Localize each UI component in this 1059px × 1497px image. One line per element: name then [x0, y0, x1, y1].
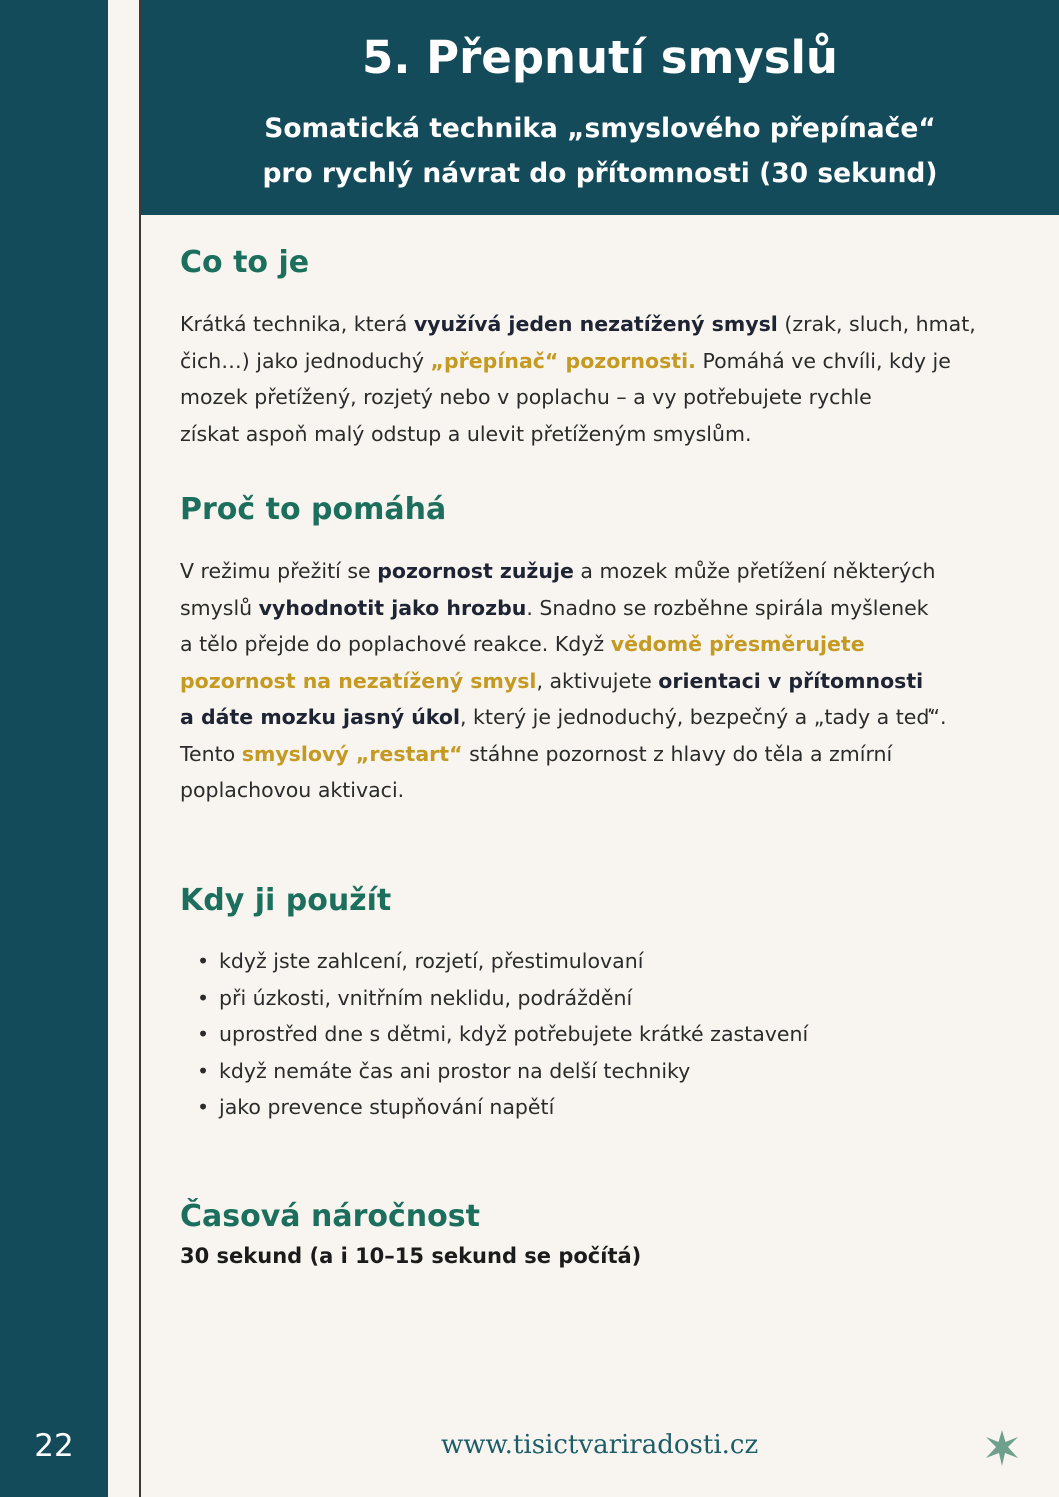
section-heading-why: Proč to pomáhá: [180, 492, 447, 527]
time-value: 30 sekund (a i 10–15 sekund se počítá): [180, 1244, 642, 1268]
subtitle-line-2: pro rychlý návrat do přítomnosti (30 sekund): [262, 158, 938, 189]
page-header: [141, 0, 1059, 215]
list-item: • když jste zahlcení, rozjetí, přestimulovaní: [180, 943, 808, 980]
sidebar: [0, 0, 108, 1497]
page-subtitle: [141, 106, 1059, 196]
list-item: • při úzkosti, vnitřním neklidu, podráždění: [180, 980, 808, 1017]
list-item: • když nemáte čas ani prostor na delší techniky: [180, 1053, 808, 1090]
subtitle-line-1: Somatická technika „smyslového přepínače“: [264, 113, 936, 144]
section-heading-time: Časová náročnost: [180, 1199, 480, 1234]
page-title: 5. Přepnutí smyslů: [362, 31, 838, 84]
star-icon: [982, 1428, 1022, 1468]
list-item: • uprostřed dne s dětmi, když potřebujete krátké zastavení: [180, 1016, 808, 1053]
vertical-divider: [139, 0, 141, 1497]
section-heading-when: Kdy ji použít: [180, 883, 392, 918]
section-what-text: Krátká technika, která využívá jeden nezatížený smysl (zrak, sluch, hmat, čich…) jako jednoduchý „přepínač“ pozornosti. Pomáhá ve chvíli, kdy je mozek přetížený, rozjetý nebo v poplachu – a vy potřebujete rychle získat aspoň malý odstup a ulevit přetíženým smyslům.: [180, 312, 976, 446]
page-number: 22: [34, 1428, 74, 1464]
section-why-text: V režimu přežití se pozornost zužuje a mozek může přetížení některých smyslů vyhodnotit jako hrozbu. Snadno se rozběhne spirála myšlenek a tělo přejde do poplachové reakce. Když vědomě přesměrujete pozornost na nezatížený smysl, aktivujete orientaci v přítomnosti a dáte mozku jasný úkol, který je jednoduchý, bezpečný a „tady a teď“. Tento smyslový „restart“ stáhne pozornost z hlavy do těla a zmírní poplachovou aktivaci.: [180, 559, 947, 802]
when-list: [180, 943, 808, 1126]
section-heading-what: Co to je: [180, 245, 310, 280]
website-url: www.tisictvariradosti.cz: [441, 1430, 759, 1460]
list-item: • jako prevence stupňování napětí: [180, 1089, 808, 1126]
